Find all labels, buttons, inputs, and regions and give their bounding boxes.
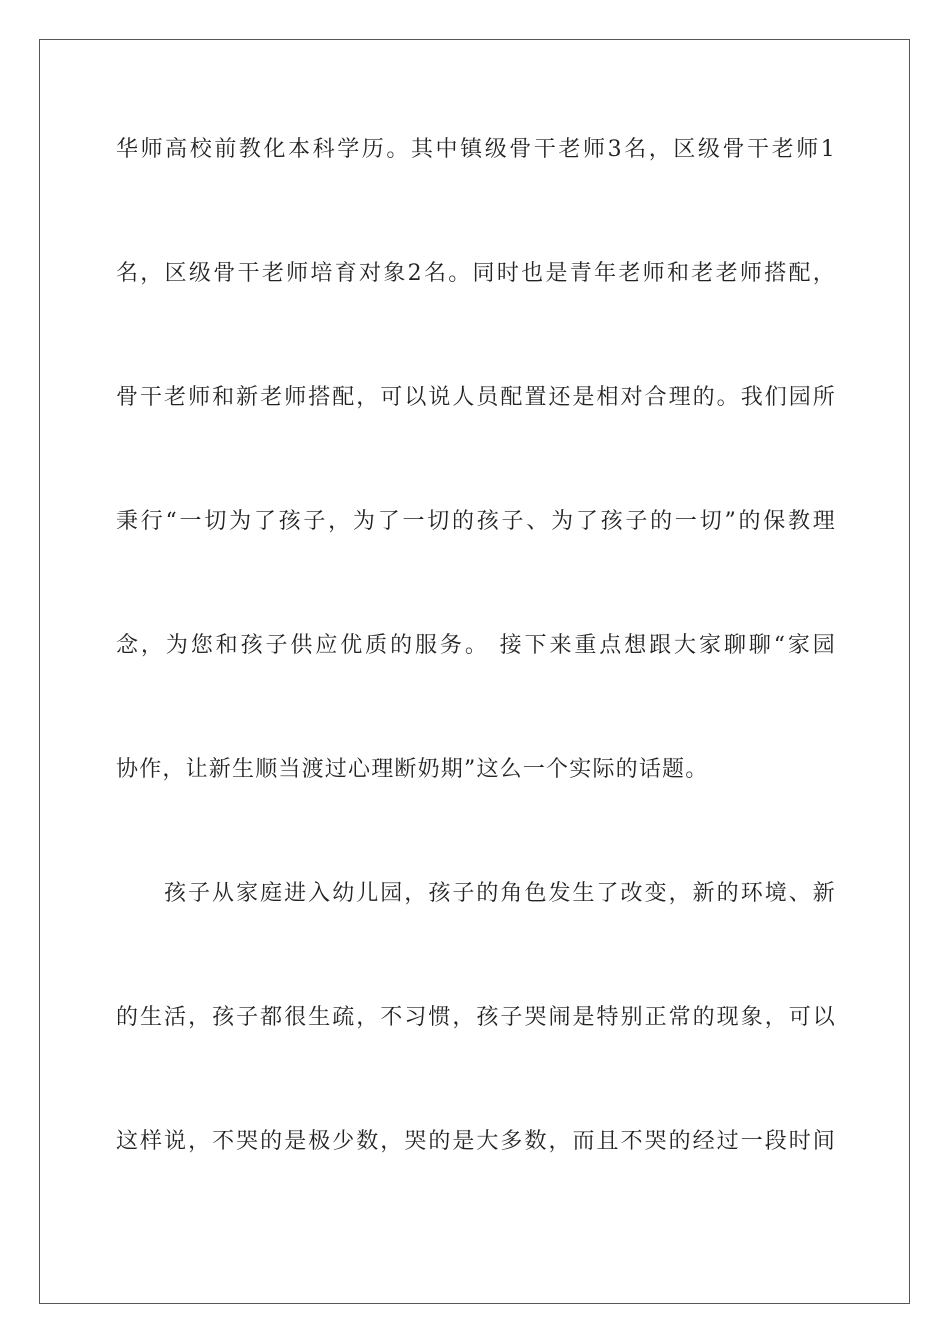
- text-line-6: 协作，让新生顺当渡过心理断奶期”这么一个实际的话题。: [116, 757, 709, 782]
- text-line-4: 秉行“一切为了孩子，为了一切的孩子、为了孩子的一切”的保教理: [116, 509, 836, 534]
- text-line-3: 骨干老师和新老师搭配，可以说人员配置还是相对合理的。我们园所: [116, 385, 836, 410]
- page-border: [39, 39, 910, 1304]
- text-line-2: 名，区级骨干老师培育对象2名。同时也是青年老师和老老师搭配，: [116, 261, 836, 286]
- text-line-9: 这样说，不哭的是极少数，哭的是大多数，而且不哭的经过一段时间: [116, 1129, 836, 1154]
- paragraph-start-line: 孩子从家庭进入幼儿园，孩子的角色发生了改变，新的环境、新: [164, 881, 836, 906]
- text-line-8: 的生活，孩子都很生疏，不习惯，孩子哭闹是特别正常的现象，可以: [116, 1005, 836, 1030]
- text-line-5: 念，为您和孩子供应优质的服务。 接下来重点想跟大家聊聊“家园: [116, 633, 836, 658]
- text-line-1: 华师高校前教化本科学历。其中镇级骨干老师3名，区级骨干老师1: [116, 137, 836, 162]
